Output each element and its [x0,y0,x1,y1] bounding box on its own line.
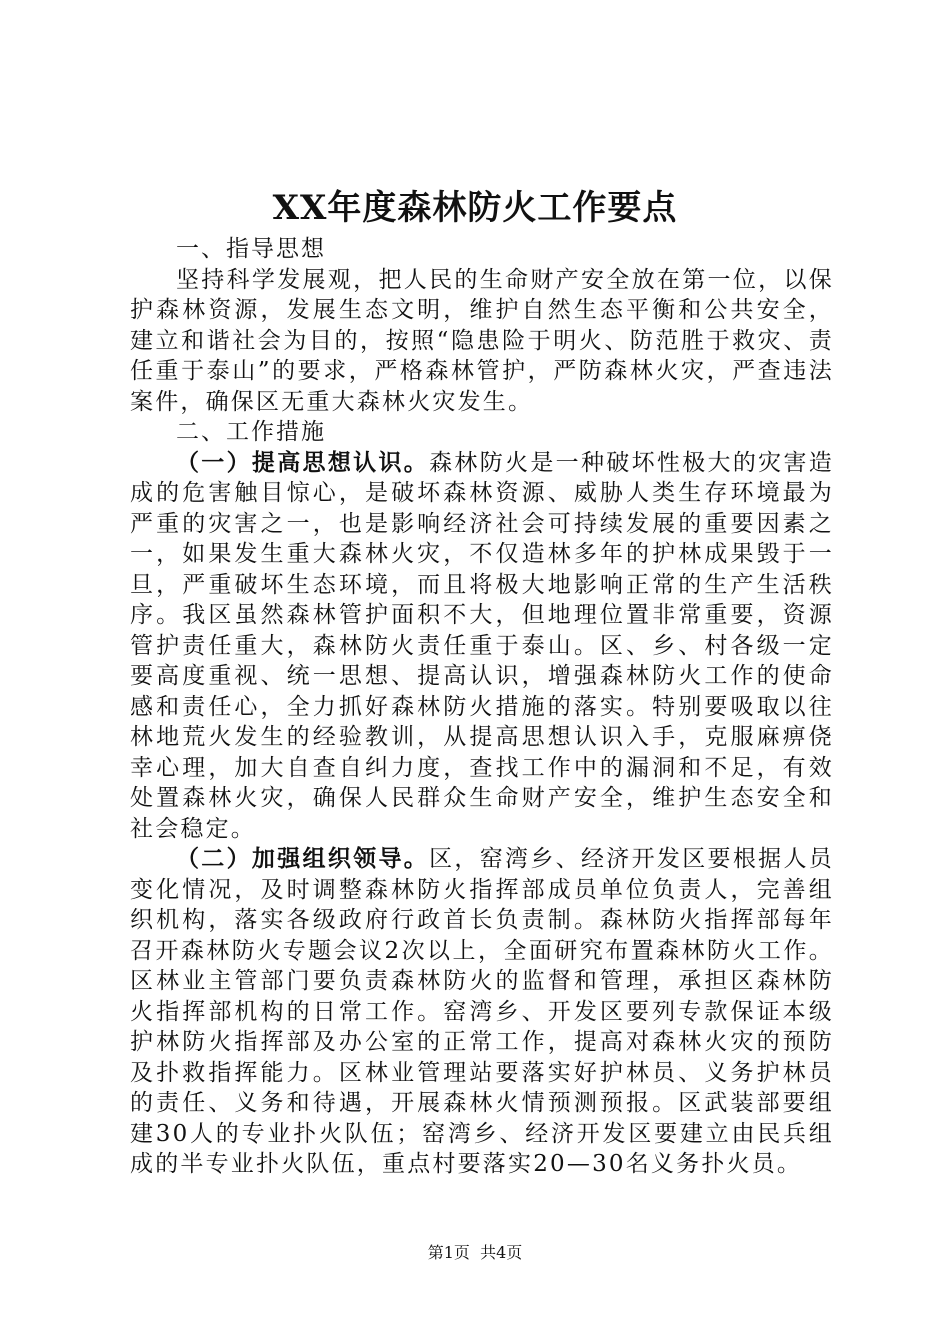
document-title: XX年度森林防火工作要点 [272,188,678,228]
section-heading-work-measures: 二、工作措施 [176,419,326,445]
measure-lead-1: （一）提高思想认识。 [176,449,430,476]
page-footer [0,1243,950,1263]
measure-paragraph-2 [130,844,834,1180]
section-heading-guiding-thought: 一、指导思想 [176,236,326,262]
measure-text-2: 区，窑湾乡、经济开发区要根据人员变化情况，及时调整森林防火指挥部成员单位负责人，完善组织机构，落实各级政府行政首长负责制。森林防火指挥部每年召开森林防火专题会议2次以上，全面研究布置森林防火工作。区林业主管部门要负责森林防火的监督和管理，承担区森林防火指挥部机构的日常工作。窑湾乡、开发区要列专款保证本级护林防火指挥部及办公室的正常工作，提高对森林火灾的预防及扑救指挥能力。区林业管理站要落实好护林员、义务护林员的责任、义务和待遇，开展森林火情预测预报。区武装部要组建30人的专业扑火队伍；窑湾乡、经济开发区要建立由民兵组成的半专业扑火队伍，重点村要落实20—30名义务扑火员。 [130,846,835,1177]
section-paragraph-guiding-thought [130,265,834,418]
paragraph-text: 坚持科学发展观，把人民的生命财产安全放在第一位，以保护森林资源，发展生态文明，维护自然生态平衡和公共安全，建立和谐社会为目的，按照“隐患险于明火、防范胜于救灾、责任重于泰山”的要求，严格森林管护，严防森林火灾，严查违法案件，确保区无重大森林火灾发生。 [130,266,834,415]
page-number: 第1页 [427,1243,470,1262]
measure-text-1: 森林防火是一种破坏性极大的灾害造成的危害触目惊心，是破坏森林资源、威胁人类生存环境最为严重的灾害之一，也是影响经济社会可持续发展的重要因素之一，如果发生重大森林火灾，不仅造林多年的护林成果毁于一旦，严重破坏生态环境，而且将极大地影响正常的生产生活秩序。我区虽然森林管护面积不大，但地理位置非常重要，资源管护责任重大，森林防火责任重于泰山。区、乡、村各级一定要高度重视、统一思想、提高认识，增强森林防火工作的使命感和责任心，全力抓好森林防火措施的落实。特别要吸取以往林地荒火发生的经验教训，从提高思想认识入手，克服麻痹侥幸心理，加大自查自纠力度，查找工作中的漏洞和不足，有效处置森林火灾，确保人民群众生命财产安全，维护生态安全和社会稳定。 [130,449,835,842]
document-body [130,234,834,1180]
measure-lead-2: （二）加强组织领导。 [176,846,430,872]
measure-paragraph-1 [130,448,834,845]
page-total: 共4页 [480,1243,523,1262]
